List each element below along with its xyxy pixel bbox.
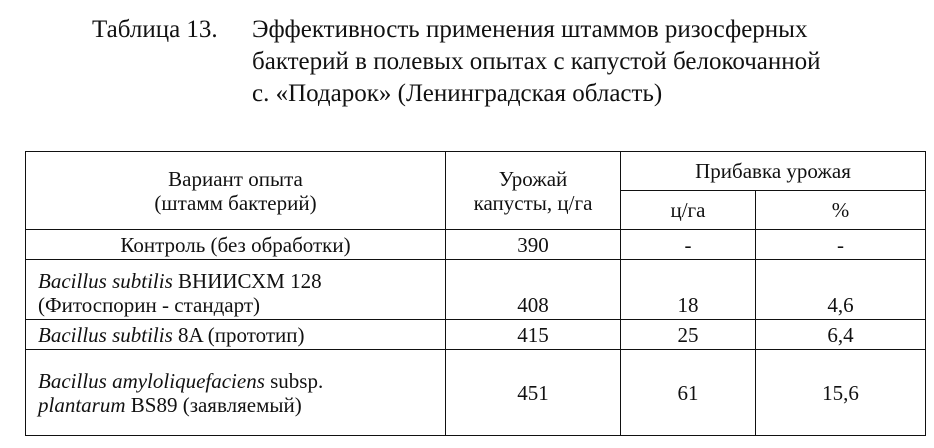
header-variant-line2: (штамм бактерий) [154,190,317,215]
cell-yield: 415 [446,320,621,350]
caption-line-2: бактерий в полевых опытах с капустой белокочанной [252,48,821,75]
caption-line-3: с. «Подарок» (Ленинградская область) [252,80,663,107]
strain-subspecies: plantarum [38,392,126,417]
results-table [25,151,926,436]
cell-increase-abs: 61 [621,350,756,436]
strain-code: ВНИИСХМ 128 [172,269,322,293]
cell-increase-abs: 18 [621,260,756,320]
cell-increase-pct: - [756,230,926,260]
strain-code: BS89 (заявляемый) [125,392,302,417]
cell-increase-pct: 15,6 [756,350,926,436]
cell-increase-abs: 25 [621,320,756,350]
cell-increase-pct: 6,4 [756,320,926,350]
table-row [26,350,926,436]
strain-note: (Фитоспорин - стандарт) [38,293,260,317]
cell-increase-abs: - [621,230,756,260]
table-row [26,230,926,260]
header-variant [26,152,446,230]
header-yield [446,152,621,230]
strain-species: Bacillus amyloliquefaciens [38,368,265,393]
strain-subsp: subsp. [264,368,324,393]
cell-yield: 408 [446,260,621,320]
cell-yield: 390 [446,230,621,260]
table-caption [92,14,922,110]
cell-variant [26,260,446,320]
cell-variant [26,320,446,350]
cell-variant: Контроль (без обработки) [26,230,446,260]
strain-code: 8A (прототип) [172,322,305,347]
header-increase: Прибавка урожая [621,152,926,191]
header-increase-pct: % [756,191,926,230]
table-row [26,260,926,320]
strain-species: Bacillus subtilis [38,322,173,347]
header-yield-line1: Урожай [498,166,568,191]
table-number: Таблица 13. [92,16,218,43]
strain-species: Bacillus subtilis [38,269,173,293]
caption-line-1 [92,14,922,46]
caption-title-part-1: Эффективность применения штаммов ризосферных [252,16,808,43]
cell-variant [26,350,446,436]
header-variant-line1: Вариант опыта [168,166,303,191]
table-row [26,320,926,350]
header-yield-line2: капусты, ц/га [473,190,593,215]
cell-increase-pct: 4,6 [756,260,926,320]
header-row-1 [26,152,926,191]
header-increase-abs: ц/га [621,191,756,230]
cell-yield: 451 [446,350,621,436]
